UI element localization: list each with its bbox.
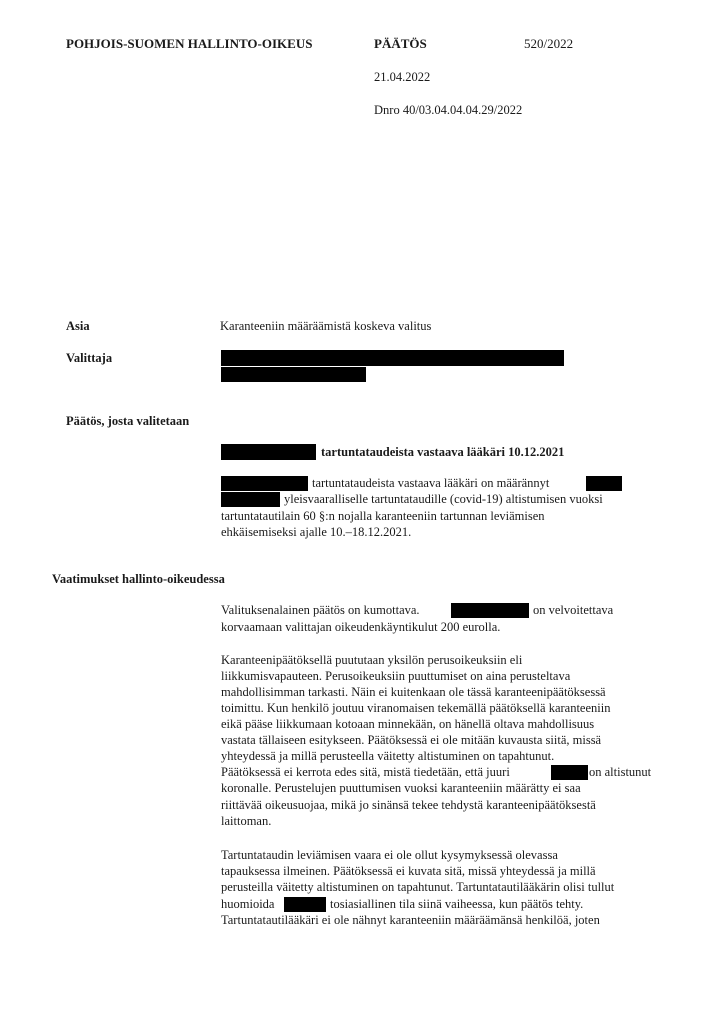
redaction-bar — [586, 476, 622, 491]
redaction-bar — [221, 367, 366, 382]
paatos-label: Päätös, josta valitetaan — [66, 414, 190, 428]
vaatimus-line: laittoman. — [221, 814, 272, 828]
asia-label: Asia — [66, 319, 90, 333]
paatos-heading: tartuntataudeista vastaava lääkäri 10.12.2021 — [321, 445, 565, 459]
paatos-line: yleisvaaralliselle tartuntataudille (covid-19) altistumisen vuoksi — [284, 492, 603, 506]
vaatimus-line: eikä pääse liikkumaan kotoaan minnekään, on hänellä oltava mahdollisuus — [221, 717, 595, 731]
vaatimus-line: tosiasiallinen tila siinä vaiheessa, kun päätös tehty. — [330, 897, 584, 911]
vaatimus-line: huomioida — [221, 897, 275, 911]
redaction-bar — [284, 897, 326, 912]
redaction-bar — [221, 444, 316, 460]
vaatimus-line: Karanteenipäätöksellä puututaan yksilön perusoikeuksiin eli — [221, 653, 523, 667]
vaatimukset-label: Vaatimukset hallinto-oikeudessa — [52, 572, 225, 586]
vaatimus-line: Tartuntatautilääkäri ei ole nähnyt karanteeniin määräämänsä henkilöä, joten — [221, 913, 600, 927]
vaatimus-line: yhteydessä ja millä perusteella väitetty altistuminen on tapahtunut. — [221, 749, 555, 763]
vaatimus-line: liikkumisvapauteen. Perusoikeuksiin puuttumiset on aina perusteltava — [221, 669, 571, 683]
vaatimus-line: Tartuntataudin leviämisen vaara ei ole ollut kysymyksessä olevassa — [221, 848, 558, 862]
valittaja-label: Valittaja — [66, 351, 113, 365]
vaatimus-line: Päätöksessä ei kerrota edes sitä, mistä tiedetään, että juuri — [221, 765, 510, 779]
asia-value: Karanteeniin määräämistä koskeva valitus — [220, 319, 432, 333]
document-type: PÄÄTÖS — [374, 36, 427, 51]
vaatimus-line: Valituksenalainen päätös on kumottava. — [221, 603, 420, 617]
vaatimus-line: koronalle. Perustelujen puuttumisen vuoksi karanteeniin määrätty ei saa — [221, 781, 581, 795]
vaatimus-line: korvaamaan valittajan oikeudenkäyntikulut 200 eurolla. — [221, 620, 501, 634]
redaction-bar — [551, 765, 588, 780]
redaction-bar — [451, 603, 529, 618]
paatos-line: tartuntatautilain 60 §:n nojalla karanteeniin tartunnan leviämisen — [221, 509, 545, 523]
redaction-bar — [221, 492, 280, 507]
vaatimus-line: riittävää oikeusuojaa, mikä jo sinänsä tekee tehdystä karanteenipäätöksestä — [221, 798, 596, 812]
court-name: POHJOIS-SUOMEN HALLINTO-OIKEUS — [66, 36, 313, 51]
vaatimus-line: on altistunut — [589, 765, 652, 779]
paatos-line: ehkäisemiseksi ajalle 10.–18.12.2021. — [221, 525, 412, 539]
vaatimus-line: perusteilla väitetty altistuminen on tapahtunut. Tartuntatautilääkärin olisi tullut — [221, 880, 615, 894]
redaction-bar — [221, 350, 564, 366]
paatos-line: tartuntataudeista vastaava lääkäri on määrännyt — [312, 476, 550, 490]
vaatimus-line: toimittu. Kun henkilö joutuu viranomaisen tekemällä päätöksellä karanteeniin — [221, 701, 611, 715]
vaatimus-line: mahdollisimman tarkasti. Näin ei kuitenkaan ole tässä karanteenipäätöksessä — [221, 685, 606, 699]
redaction-bar — [221, 476, 308, 491]
decision-number: 520/2022 — [524, 36, 574, 51]
dnro: Dnro 40/03.04.04.04.29/2022 — [374, 103, 523, 117]
vaatimus-line: on velvoitettava — [533, 603, 614, 617]
vaatimus-line: tapauksessa ilmeinen. Päätöksessä ei kuvata sitä, missä yhteydessä ja millä — [221, 864, 596, 878]
vaatimus-line: vastata tällaiseen esitykseen. Päätöksessä ei ole mitään kuvausta siitä, missä — [221, 733, 602, 747]
decision-date: 21.04.2022 — [374, 70, 431, 84]
